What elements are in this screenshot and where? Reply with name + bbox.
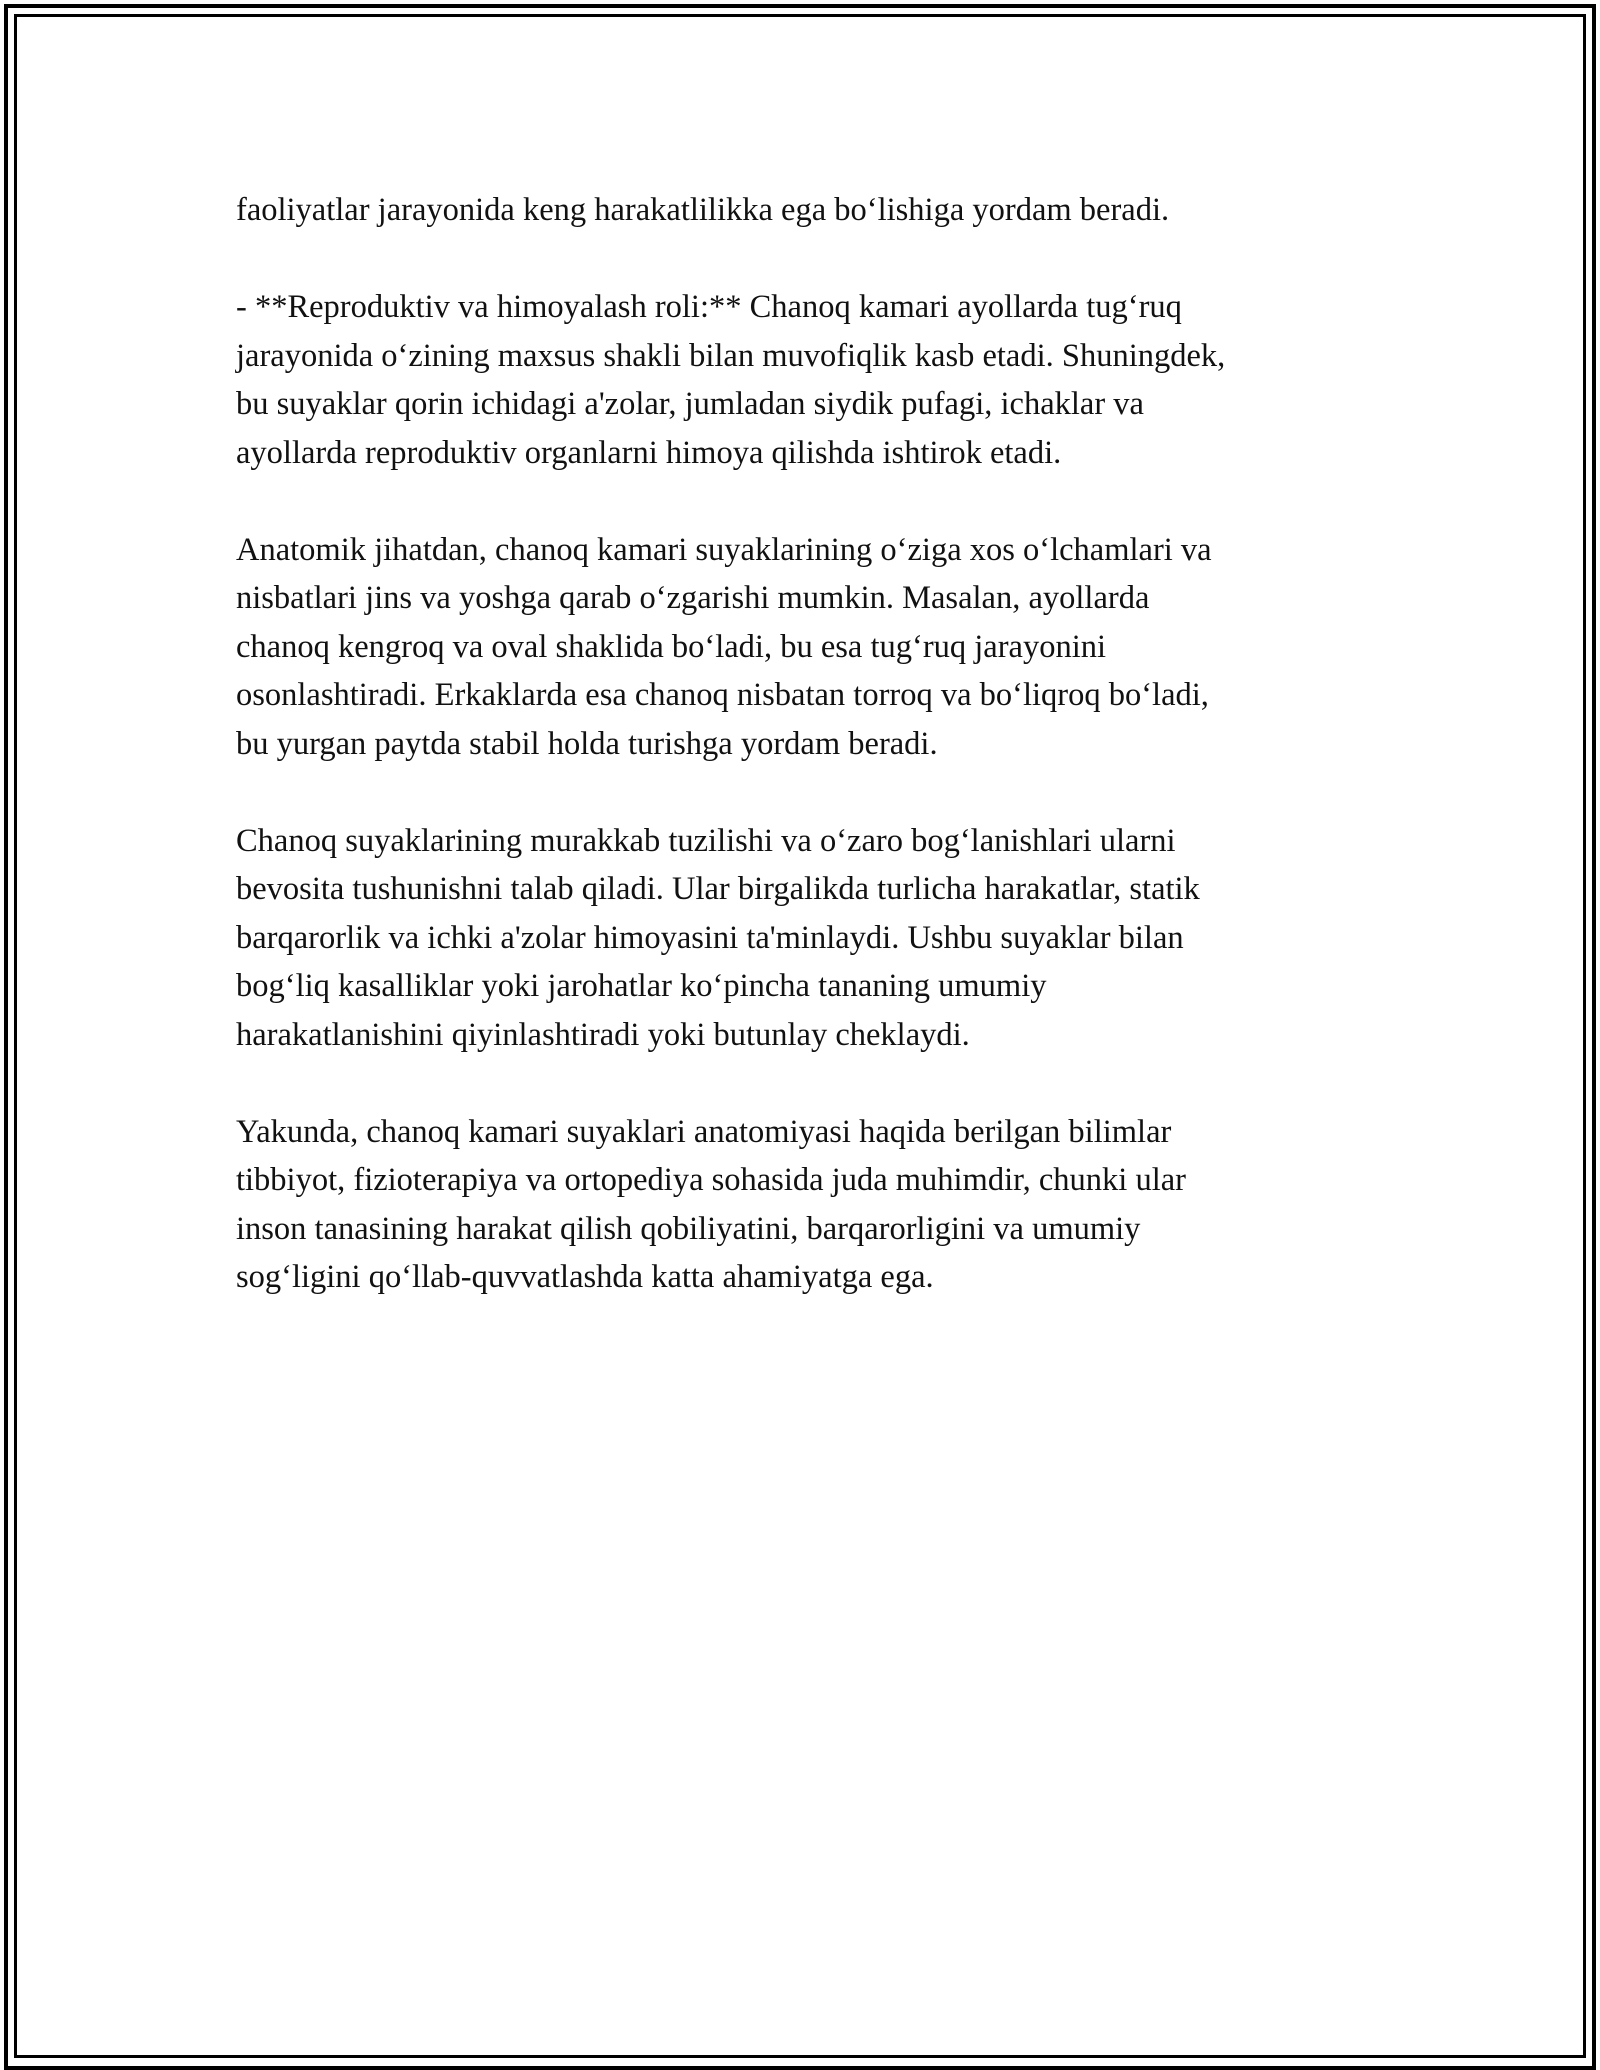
text-line: Yakunda, chanoq kamari suyaklari anatomiyasi haqida berilgan bilimlar bbox=[236, 1113, 1172, 1150]
text-line: tibbiyot, fizioterapiya va ortopediya sohasida juda muhimdir, chunki ular bbox=[236, 1162, 1186, 1198]
text-line: ayollarda reproduktiv organlarni himoya qilishda ishtirok etadi. bbox=[236, 434, 1062, 471]
paragraph-3 bbox=[236, 526, 1366, 769]
text-line: sog‘ligini qo‘llab-quvvatlashda katta ahamiyatga ega. bbox=[236, 1259, 934, 1295]
text-line: Chanoq suyaklarining murakkab tuzilishi va o‘zaro bog‘lanishlari ularni bbox=[236, 822, 1176, 859]
paragraph-5 bbox=[236, 1108, 1366, 1302]
text-line: - **Reproduktiv va himoyalash roli:** Chanoq kamari ayollarda tug‘ruq bbox=[236, 289, 1182, 325]
text-line: nisbatlari jins va yoshga qarab o‘zgarishi mumkin. Masalan, ayollarda bbox=[236, 580, 1150, 616]
paragraph-2 bbox=[236, 283, 1366, 477]
text-line: jarayonida o‘zining maxsus shakli bilan muvofiqlik kasb etadi. Shuningdek, bbox=[236, 337, 1226, 374]
text-line: barqarorlik va ichki a'zolar himoyasini ta'minlaydi. Ushbu suyaklar bilan bbox=[236, 919, 1184, 956]
text-line: Anatomik jihatdan, chanoq kamari suyaklarining o‘ziga xos o‘lchamlari va bbox=[236, 531, 1212, 568]
paragraph-1 bbox=[236, 186, 1366, 235]
text-line: bu yurgan paytda stabil holda turishga yordam beradi. bbox=[236, 725, 938, 762]
document-body bbox=[236, 186, 1366, 1350]
text-line: harakatlanishini qiyinlashtiradi yoki butunlay cheklaydi. bbox=[236, 1016, 970, 1053]
text-line: bevosita tushunishni talab qiladi. Ular birgalikda turlicha harakatlar, statik bbox=[236, 871, 1200, 907]
text-line: faoliyatlar jarayonida keng harakatlilikka ega bo‘lishiga yordam beradi. bbox=[236, 192, 1170, 228]
text-line: inson tanasining harakat qilish qobiliyatini, barqarorligini va umumiy bbox=[236, 1210, 1141, 1247]
paragraph-4 bbox=[236, 817, 1366, 1060]
text-line: chanoq kengroq va oval shaklida bo‘ladi, bu esa tug‘ruq jarayonini bbox=[236, 628, 1107, 665]
text-line: bog‘liq kasalliklar yoki jarohatlar ko‘pincha tananing umumiy bbox=[236, 968, 1047, 1004]
text-line: bu suyaklar qorin ichidagi a'zolar, jumladan siydik pufagi, ichaklar va bbox=[236, 386, 1144, 422]
text-line: osonlashtiradi. Erkaklarda esa chanoq nisbatan torroq va bo‘liqroq bo‘ladi, bbox=[236, 677, 1209, 713]
